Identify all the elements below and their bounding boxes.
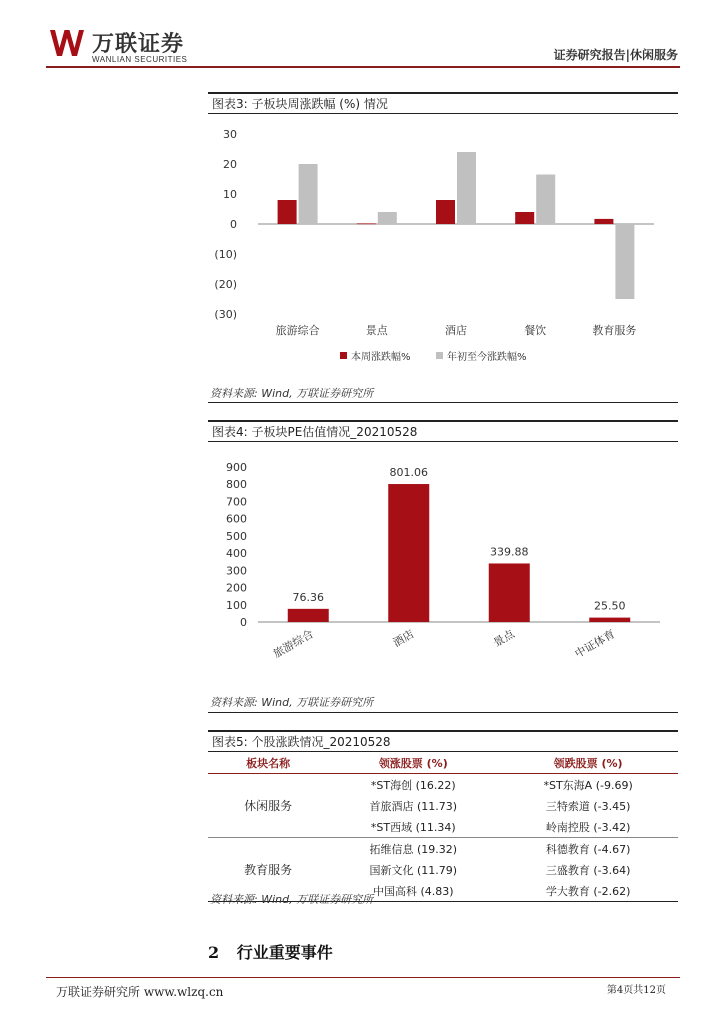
figure4-source-divider bbox=[208, 712, 678, 713]
bar-ytd bbox=[378, 212, 397, 224]
sector-cell: 休闲服务 bbox=[244, 799, 293, 813]
gainer-cell: *ST西域 (11.34) bbox=[370, 820, 456, 834]
y-tick-label: 300 bbox=[226, 564, 247, 578]
category-label: 景点 bbox=[491, 627, 517, 650]
pe-bar bbox=[489, 563, 530, 622]
bar-ytd bbox=[457, 152, 476, 224]
sector-cell: 教育服务 bbox=[244, 863, 293, 877]
figure4-title: 图表4: 子板块PE估值情况_20210528 bbox=[208, 420, 678, 442]
pe-bar bbox=[388, 484, 429, 622]
y-tick-label: (20) bbox=[214, 278, 237, 291]
section-heading bbox=[208, 940, 333, 963]
column-header-sector: 板块名称 bbox=[208, 752, 328, 774]
bar-ytd bbox=[536, 175, 555, 225]
value-label: 76.36 bbox=[292, 590, 324, 604]
table-row bbox=[208, 838, 678, 860]
legend-label: 年初至今涨跌幅% bbox=[447, 352, 527, 363]
column-header-gainers: 领涨股票 (%) bbox=[328, 752, 498, 774]
figure3-source-divider bbox=[208, 402, 678, 403]
figure5-title: 图表5: 个股涨跌情况_20210528 bbox=[208, 730, 678, 752]
category-label: 旅游综合 bbox=[271, 627, 316, 661]
section-title: 行业重要事件 bbox=[236, 943, 333, 962]
loser-cell: *ST东海A (-9.69) bbox=[543, 778, 633, 792]
pe-bar bbox=[589, 618, 630, 622]
value-label: 339.88 bbox=[490, 545, 529, 559]
gainer-cell: 国新文化 (11.79) bbox=[369, 863, 458, 877]
y-tick-label: 600 bbox=[226, 512, 247, 526]
category-label: 酒店 bbox=[390, 627, 417, 650]
y-tick-label: 100 bbox=[226, 598, 247, 612]
bar-weekly bbox=[436, 200, 455, 224]
figure3-source: 资料来源: Wind, 万联证券研究所 bbox=[210, 387, 374, 400]
bar-weekly bbox=[357, 223, 376, 224]
figure5-source: 资料来源: Wind, 万联证券研究所 bbox=[210, 893, 374, 906]
loser-cell: 学大教育 (-2.62) bbox=[545, 884, 631, 898]
gainer-cell: 拓维信息 (19.32) bbox=[369, 842, 458, 856]
column-header-losers: 领跌股票 (%) bbox=[498, 752, 678, 774]
bar-weekly bbox=[515, 212, 534, 224]
gainer-cell: 中国高科 (4.83) bbox=[372, 884, 454, 898]
header-divider bbox=[46, 66, 680, 68]
footer-publisher: 万联证券研究所 www.wlzq.cn bbox=[56, 985, 224, 999]
logo-english-name: WANLIAN SECURITIES bbox=[92, 55, 188, 64]
gainer-cell: *ST海创 (16.22) bbox=[370, 778, 456, 792]
report-type: 证券研究报告|休闲服务 bbox=[553, 48, 678, 62]
value-label: 25.50 bbox=[594, 599, 626, 613]
pe-bar bbox=[288, 609, 329, 622]
figure5-table bbox=[208, 752, 678, 902]
category-label: 中证体育 bbox=[572, 627, 618, 661]
y-tick-label: 200 bbox=[226, 581, 247, 595]
loser-cell: 三特索道 (-3.45) bbox=[545, 799, 631, 813]
table-header-row bbox=[208, 752, 678, 774]
bar-ytd bbox=[615, 224, 634, 299]
category-label: 景点 bbox=[365, 324, 388, 337]
bar-weekly bbox=[278, 200, 297, 224]
wanlian-logo-icon bbox=[48, 28, 88, 58]
category-label: 餐饮 bbox=[524, 324, 547, 337]
figure4-source: 资料来源: Wind, 万联证券研究所 bbox=[210, 696, 374, 709]
y-tick-label: 0 bbox=[230, 218, 237, 231]
table-row bbox=[208, 774, 678, 796]
page-number: 第4页共12页 bbox=[606, 985, 666, 996]
figure3-chart bbox=[208, 118, 678, 380]
legend-label: 本周涨跌幅% bbox=[351, 352, 411, 363]
logo-chinese-name: 万联证券 bbox=[92, 32, 185, 57]
legend-swatch bbox=[436, 352, 443, 359]
y-tick-label: 800 bbox=[226, 478, 247, 492]
loser-cell: 三盛教育 (-3.64) bbox=[545, 863, 631, 877]
gainer-cell: 首旅酒店 (11.73) bbox=[369, 799, 458, 813]
y-tick-label: 900 bbox=[226, 461, 247, 474]
y-tick-label: 400 bbox=[226, 547, 247, 561]
category-label: 旅游综合 bbox=[275, 324, 320, 337]
y-tick-label: 700 bbox=[226, 495, 247, 509]
loser-cell: 科德教育 (-4.67) bbox=[545, 842, 631, 856]
bar-weekly bbox=[594, 219, 613, 224]
y-tick-label: 20 bbox=[223, 158, 237, 171]
y-tick-label: (30) bbox=[214, 308, 237, 321]
y-tick-label: 10 bbox=[223, 188, 237, 201]
y-tick-label: 0 bbox=[240, 616, 247, 629]
figure4-chart bbox=[208, 446, 678, 678]
loser-cell: 岭南控股 (-3.42) bbox=[545, 820, 631, 834]
figure3-title: 图表3: 子板块周涨跌幅 (%) 情况 bbox=[208, 92, 678, 114]
category-label: 教育服务 bbox=[592, 324, 637, 337]
y-tick-label: 30 bbox=[223, 128, 237, 141]
category-label: 酒店 bbox=[445, 324, 467, 337]
legend-swatch bbox=[340, 352, 347, 359]
y-tick-label: (10) bbox=[214, 248, 237, 261]
value-label: 801.06 bbox=[389, 466, 428, 480]
y-tick-label: 500 bbox=[226, 529, 247, 543]
section-number: 2 bbox=[208, 943, 220, 962]
bar-ytd bbox=[299, 164, 318, 224]
footer-divider bbox=[46, 977, 680, 978]
